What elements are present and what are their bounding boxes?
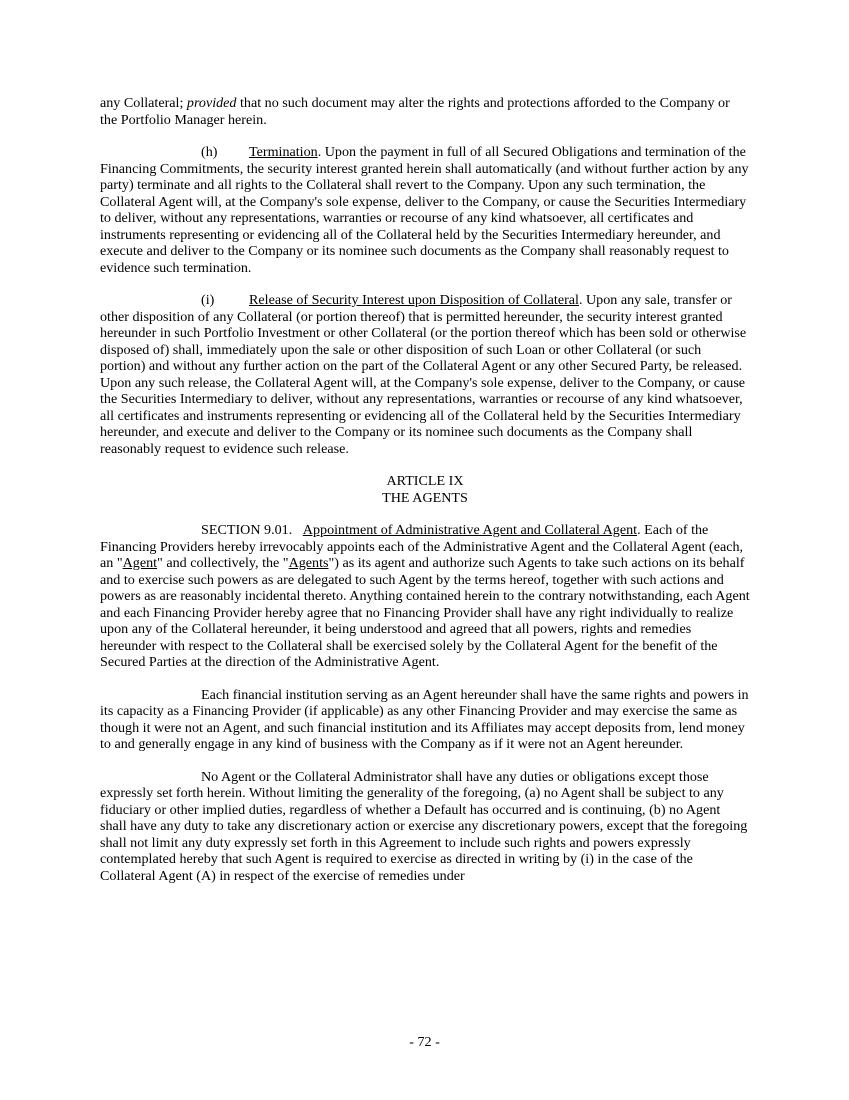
article-heading [100,473,750,506]
section-title-appointment: Appointment of Administrative Agent and Collateral Agent [302,522,638,538]
defined-term-agent: Agent [122,555,158,571]
section-number: SECTION 9.01. [201,522,293,538]
article-number: ARTICLE IX [386,473,464,489]
paragraph-h-termination: (h) Termination. Upon the payment in full of all Secured Obligations and termination of the Financing Commitments, the security interest granted herein shall automatically (and without further action by any party) terminate and all rights to the Collateral shall revert to the Company. Upon any such termination, the Collateral Agent will, at the Company's sole expense, deliver to the Company, or cause the Securities Intermediary to deliver, without any representations, warranties or recourse of any kind whatsoever, all certificates and instruments representing or evidencing all of the Collateral held by the Securities Intermediary hereunder, and execute and deliver to the Company or its nominee such documents as the Company shall reasonably request to evidence such termination. [100,144,749,276]
document-page [100,95,750,900]
clause-title-termination: Termination [249,144,318,160]
provided-term: provided [186,95,237,111]
clause-title-release: Release of Security Interest upon Disposition of Collateral [249,292,579,308]
paragraph-i-release: (i) Release of Security Interest upon Disposition of Collateral. Upon any sale, transfer or other disposition of any Collateral (or portion thereof) that is permitted hereunder, the security interest granted hereunder in such Portfolio Investment or other Collateral (or the portion thereof which has been sold or otherwise disposed of) shall, immediately upon the sale or other disposition of such Loan or other Collateral (or such portion) and without any further action on the part of the Collateral Agent or any other Secured Party, be released. Upon any such release, the Collateral Agent will, at the Company's sole expense, deliver to the Company, or cause the Securities Intermediary to deliver, without any representations, warranties or recourse of any kind whatsoever, all certificates and instruments representing or evidencing all of the Collateral held by the Securities Intermediary hereunder, and execute and deliver to the Company or its nominee such documents as the Company shall reasonably request to evidence such release. [100,292,747,457]
paragraph-continuation: any Collateral; provided that no such document may alter the rights and protections afforded to the Company or the Portfolio Manager herein. [100,95,730,128]
defined-term-agents: Agents [288,555,329,571]
paragraph-financial-institution: Each financial institution serving as an Agent hereunder shall have the same rights and powers in its capacity as a Financing Provider (if applicable) as any other Financing Provider and may exercise the same as though it were not an Agent, and such financial institution and its Affiliates may accept deposits from, lend money to and generally engage in any kind of business with the Company as if it were not an Agent hereunder. [100,686,749,752]
section-9-01: SECTION 9.01. Appointment of Administrative Agent and Collateral Agent. Each of the Financing Providers hereby irrevocably appoints each of the Administrative Agent and the Collateral Agent (each, an "Agent" and collectively, the "Agents") as its agent and authorize such Agents to take such actions on its behalf and to exercise such powers as are delegated to such Agent by the terms hereof, together with such actions and powers as are reasonably incidental thereto. Anything contained herein to the contrary notwithstanding, each Agent and each Financing Provider hereby agree that no Financing Provider shall have any right individually to realize upon any of the Collateral hereunder, it being understood and agreed that all powers, rights and remedies hereunder with respect to the Collateral shall be exercised solely by the Collateral Agent for the benefit of the Secured Parties at the direction of the Administrative Agent. [100,522,750,670]
clause-label-i: (i) [201,292,215,308]
clause-label-h: (h) [201,144,218,160]
page-number: - 72 - [409,1034,440,1050]
article-title: THE AGENTS [382,489,468,506]
paragraph-no-agent-duties: No Agent or the Collateral Administrator shall have any duties or obligations except those expressly set forth herein. Without limiting the generality of the foregoing, (a) no Agent shall be subject to any fiduciary or other implied duties, regardless of whether a Default has occurred and is continuing, (b) no Agent shall have any duty to take any discretionary action or exercise any discretionary powers, except that the foregoing shall not limit any duty expressly set forth in this Agreement to include such rights and powers expressly contemplated hereby that such Agent is required to exercise as directed in writing by (i) in the case of the Collateral Agent (A) in respect of the exercise of remedies under [100,768,748,884]
